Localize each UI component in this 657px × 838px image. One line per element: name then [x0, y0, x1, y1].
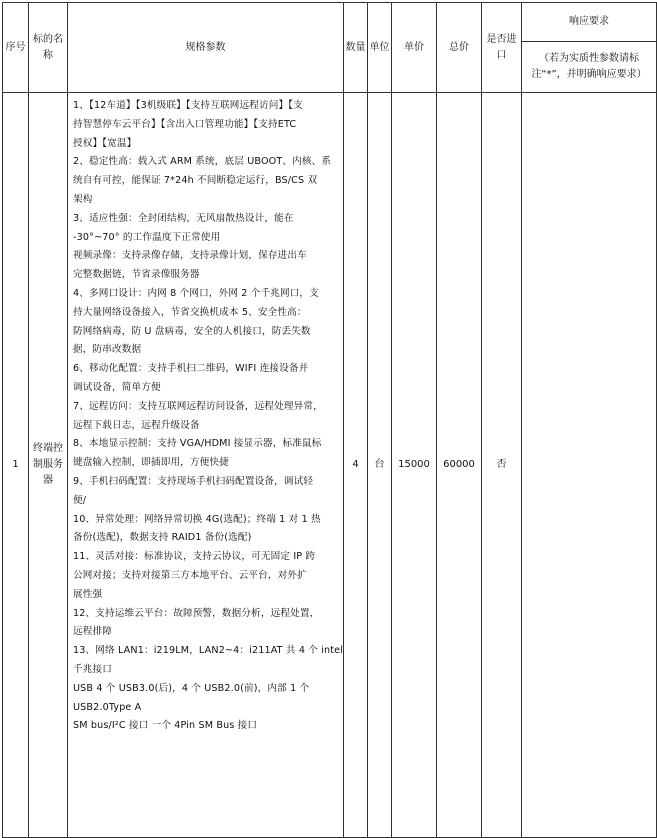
spec-line: 12、支持运维云平台：故障预警，数据分析，远程处置，: [73, 607, 320, 619]
spec-line: SM bus/I²C 接口 一个 4Pin SM Bus 接口: [73, 720, 258, 732]
header-imported: 是否进口: [482, 3, 522, 93]
cell-total-price: 60000: [437, 93, 482, 838]
header-seq: 序号: [3, 3, 29, 93]
spec-line: 2、稳定性高：载入式 ARM 系统，底层 UBOOT、内核、系: [73, 156, 332, 168]
spec-line: 架构: [73, 193, 93, 205]
spec-line: 防网络病毒，防 U 盘病毒，安全的人机接口，防丢失数: [73, 325, 311, 337]
cell-unit: 台: [368, 93, 392, 838]
cell-unit-price: 15000: [392, 93, 437, 838]
spec-line: -30°~70° 的工作温度下正常使用: [73, 231, 221, 243]
header-item-name: 标的名称: [29, 3, 68, 93]
header-spec: 规格参数: [68, 3, 344, 93]
table-header-row: [3, 3, 657, 42]
spec-line: 持智慧停车云平台】【含出入口管理功能】【支持ETC: [73, 118, 297, 130]
spec-line: 6、移动化配置：支持手机扫二维码，WIFI 连接设备并: [73, 363, 309, 375]
spec-line: 调试设备，简单方便: [73, 381, 161, 393]
header-quantity: 数量: [344, 3, 368, 93]
spec-line: USB2.0Type A: [73, 701, 142, 713]
spec-line: 完整数据链，节省录像服务器: [73, 269, 200, 281]
cell-imported: 否: [482, 93, 522, 838]
spec-line: 远程下载日志，远程升级设备: [73, 419, 200, 431]
header-unit-price: 单价: [392, 3, 437, 93]
spec-line: 1、【12车道】【3机级联】【支持互联网远程访问】【支: [73, 100, 303, 111]
spec-line: 视频录像：支持录像存储，支持录像计划，保存进出车: [73, 250, 307, 262]
header-unit: 单位: [368, 3, 392, 93]
spec-line: 10、异常处理：网络异常切换 4G(选配)；终端 1 对 1 热: [73, 513, 321, 525]
spec-line: 公网对接；支持对接第三方本地平台、云平台，对外扩: [73, 569, 307, 581]
spec-line: 11、灵活对接：标准协议，支持云协议，可无固定 IP 跨: [73, 551, 316, 563]
procurement-spec-table: [2, 2, 657, 838]
spec-line: 便/: [73, 494, 87, 506]
spec-line: 4、多网口设计：内网 8 个网口，外网 2 个千兆网口，支: [73, 287, 319, 299]
spec-line: 13、网络 LAN1：i219LM，LAN2~4：i211AT 共 4 个 intel: [73, 645, 344, 657]
header-response-title: 响应要求: [522, 3, 657, 42]
spec-line: 展性强: [73, 588, 103, 600]
spec-line: 统自有可控，能保证 7*24h 不间断稳定运行，BS/CS 双: [73, 175, 318, 187]
spec-line: 9、手机扫码配置：支持现场手机扫码配置设备，调试轻: [73, 475, 314, 487]
spec-line: 远程排障: [73, 626, 112, 638]
spec-line: 3、适应性强：全封闭结构，无风扇散热设计，能在: [73, 212, 294, 224]
cell-seq: 1: [3, 93, 29, 838]
spec-line: 千兆接口: [73, 663, 112, 675]
cell-item-name: 终端控制服务器: [29, 93, 68, 838]
spec-lines: [73, 97, 344, 736]
header-total-price: 总价: [437, 3, 482, 93]
cell-response[interactable]: [522, 93, 657, 838]
spec-line: USB 4 个 USB3.0(后)，4 个 USB2.0(前)，内部 1 个: [73, 682, 310, 694]
spec-line: 8、本地显示控制：支持 VGA/HDMI 接显示器，标准鼠标: [73, 438, 322, 450]
spec-line: 授权】【宽温】: [73, 137, 137, 149]
spec-line: 7、远程访问：支持互联网远程访问设备，远程处理异常，: [73, 400, 323, 412]
cell-quantity: 4: [344, 93, 368, 838]
table-row: [3, 93, 657, 838]
header-response-note: （若为实质性参数请标注“*”，并明确响应要求）: [522, 42, 657, 93]
spec-line: 键盘输入控制，即插即用，方便快捷: [73, 457, 229, 469]
cell-spec: [68, 93, 344, 838]
spec-line: 持大量网络设备接入，节省交换机成本 5、安全性高：: [73, 306, 307, 318]
spec-line: 备份(选配)，数据支持 RAID1 备份(选配): [73, 532, 252, 544]
spec-line: 据，防串改数据: [73, 344, 142, 356]
